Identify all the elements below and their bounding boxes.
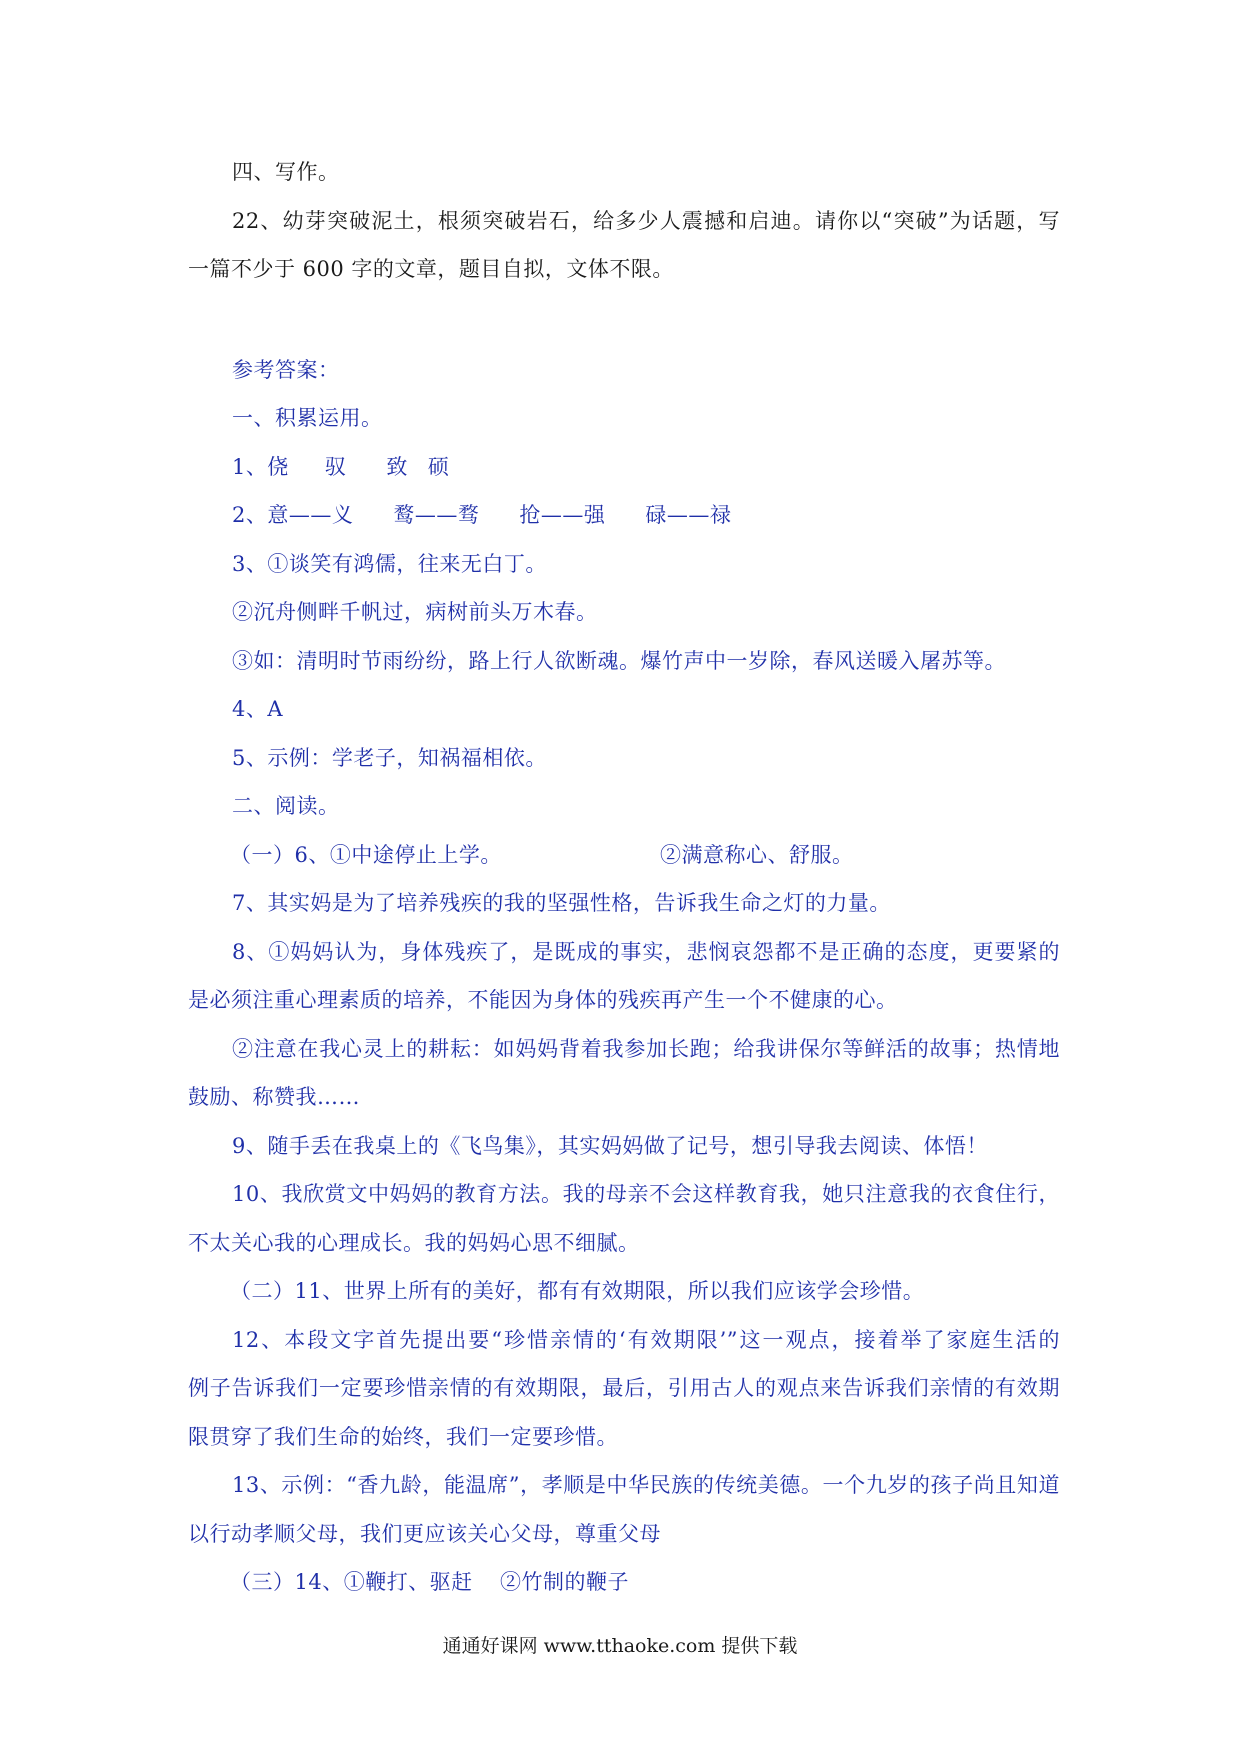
answer-1-item-1: 1、侥 [232, 455, 289, 479]
answer-1-item-4: 硕 [427, 455, 450, 479]
answer-7: 7、其实妈是为了培养残疾的我的坚强性格，告诉我生命之灯的力量。 [232, 891, 891, 915]
answer-14-part-1: （三）14、①鞭打、驱赶 [230, 1570, 473, 1594]
section-1-heading: 一、积累运用。 [232, 406, 383, 430]
answer-12-line-3: 限贯穿了我们生命的始终，我们一定要珍惜。 [188, 1425, 618, 1449]
answer-8-line-2: 是必须注重心理素质的培养，不能因为身体的残疾再产生一个不健康的心。 [188, 988, 898, 1012]
writing-heading: 四、写作。 [232, 160, 340, 184]
answer-5: 5、示例：学老子，知祸福相依。 [232, 746, 547, 770]
answer-6-part-1: （一）6、①中途停止上学。 [230, 843, 502, 867]
answer-2-item-2: 鹜——骛 [393, 503, 480, 527]
answer-1-item-2: 驭 [324, 455, 347, 479]
answer-2-item-4: 碌——禄 [645, 503, 732, 527]
answer-14-part-2: ②竹制的鞭子 [500, 1570, 629, 1594]
answer-10-line-2: 不太关心我的心理成长。我的妈妈心思不细腻。 [188, 1231, 640, 1255]
answer-4: 4、A [232, 697, 284, 721]
answer-8-line-3: ②注意在我心灵上的耕耘：如妈妈背着我参加长跑；给我讲保尔等鲜活的故事；热情地 [232, 1037, 1060, 1061]
page-footer: 通通好课网 www.tthaoke.com 提供下载 [442, 1635, 798, 1657]
question-22-line-2: 一篇不少于 600 字的文章，题目自拟，文体不限。 [188, 257, 674, 281]
question-22-line-1: 22、幼芽突破泥土，根须突破岩石，给多少人震撼和启迪。请你以“突破”为话题，写 [232, 209, 1060, 233]
answer-3-line-3: ③如：清明时节雨纷纷，路上行人欲断魂。爆竹声中一岁除，春风送暖入屠苏等。 [232, 649, 1006, 673]
answer-3-line-1: 3、①谈笑有鸿儒，往来无白丁。 [232, 552, 547, 576]
section-2-heading: 二、阅读。 [232, 794, 340, 818]
answer-12-line-1: 12、本段文字首先提出要“珍惜亲情的‘有效期限’”这一观点，接着举了家庭生活的 [232, 1328, 1060, 1352]
answer-10-line-1: 10、我欣赏文中妈妈的教育方法。我的母亲不会这样教育我，她只注意我的衣食住行， [232, 1182, 1060, 1206]
answer-1 [232, 452, 449, 482]
answer-11: （二）11、世界上所有的美好，都有有效期限，所以我们应该学会珍惜。 [230, 1279, 925, 1303]
answer-8-line-4: 鼓励、称赞我…… [188, 1085, 360, 1109]
answer-12-line-2: 例子告诉我们一定要珍惜亲情的有效期限，最后，引用古人的观点来告诉我们亲情的有效期 [188, 1376, 1060, 1400]
answer-9: 9、随手丢在我桌上的《飞鸟集》，其实妈妈做了记号，想引导我去阅读、体悟！ [232, 1134, 988, 1158]
answer-2-item-1: 2、意——义 [232, 503, 354, 527]
answer-13-line-2: 以行动孝顺父母，我们更应该关心父母，尊重父母 [188, 1522, 661, 1546]
answer-1-item-3: 致 [386, 455, 408, 479]
answer-2 [232, 500, 731, 530]
answers-heading: 参考答案： [232, 358, 340, 382]
answer-8-line-1: 8、①妈妈认为，身体残疾了，是既成的事实，悲悯哀怨都不是正确的态度，更要紧的 [232, 940, 1060, 964]
answer-3-line-2: ②沉舟侧畔千帆过，病树前头万木春。 [232, 600, 598, 624]
answer-13-line-1: 13、示例：“香九龄，能温席”，孝顺是中华民族的传统美德。一个九岁的孩子尚且知道 [232, 1473, 1060, 1497]
answer-2-item-3: 抢——强 [519, 503, 606, 527]
answer-6-part-2: ②满意称心、舒服。 [660, 843, 854, 867]
